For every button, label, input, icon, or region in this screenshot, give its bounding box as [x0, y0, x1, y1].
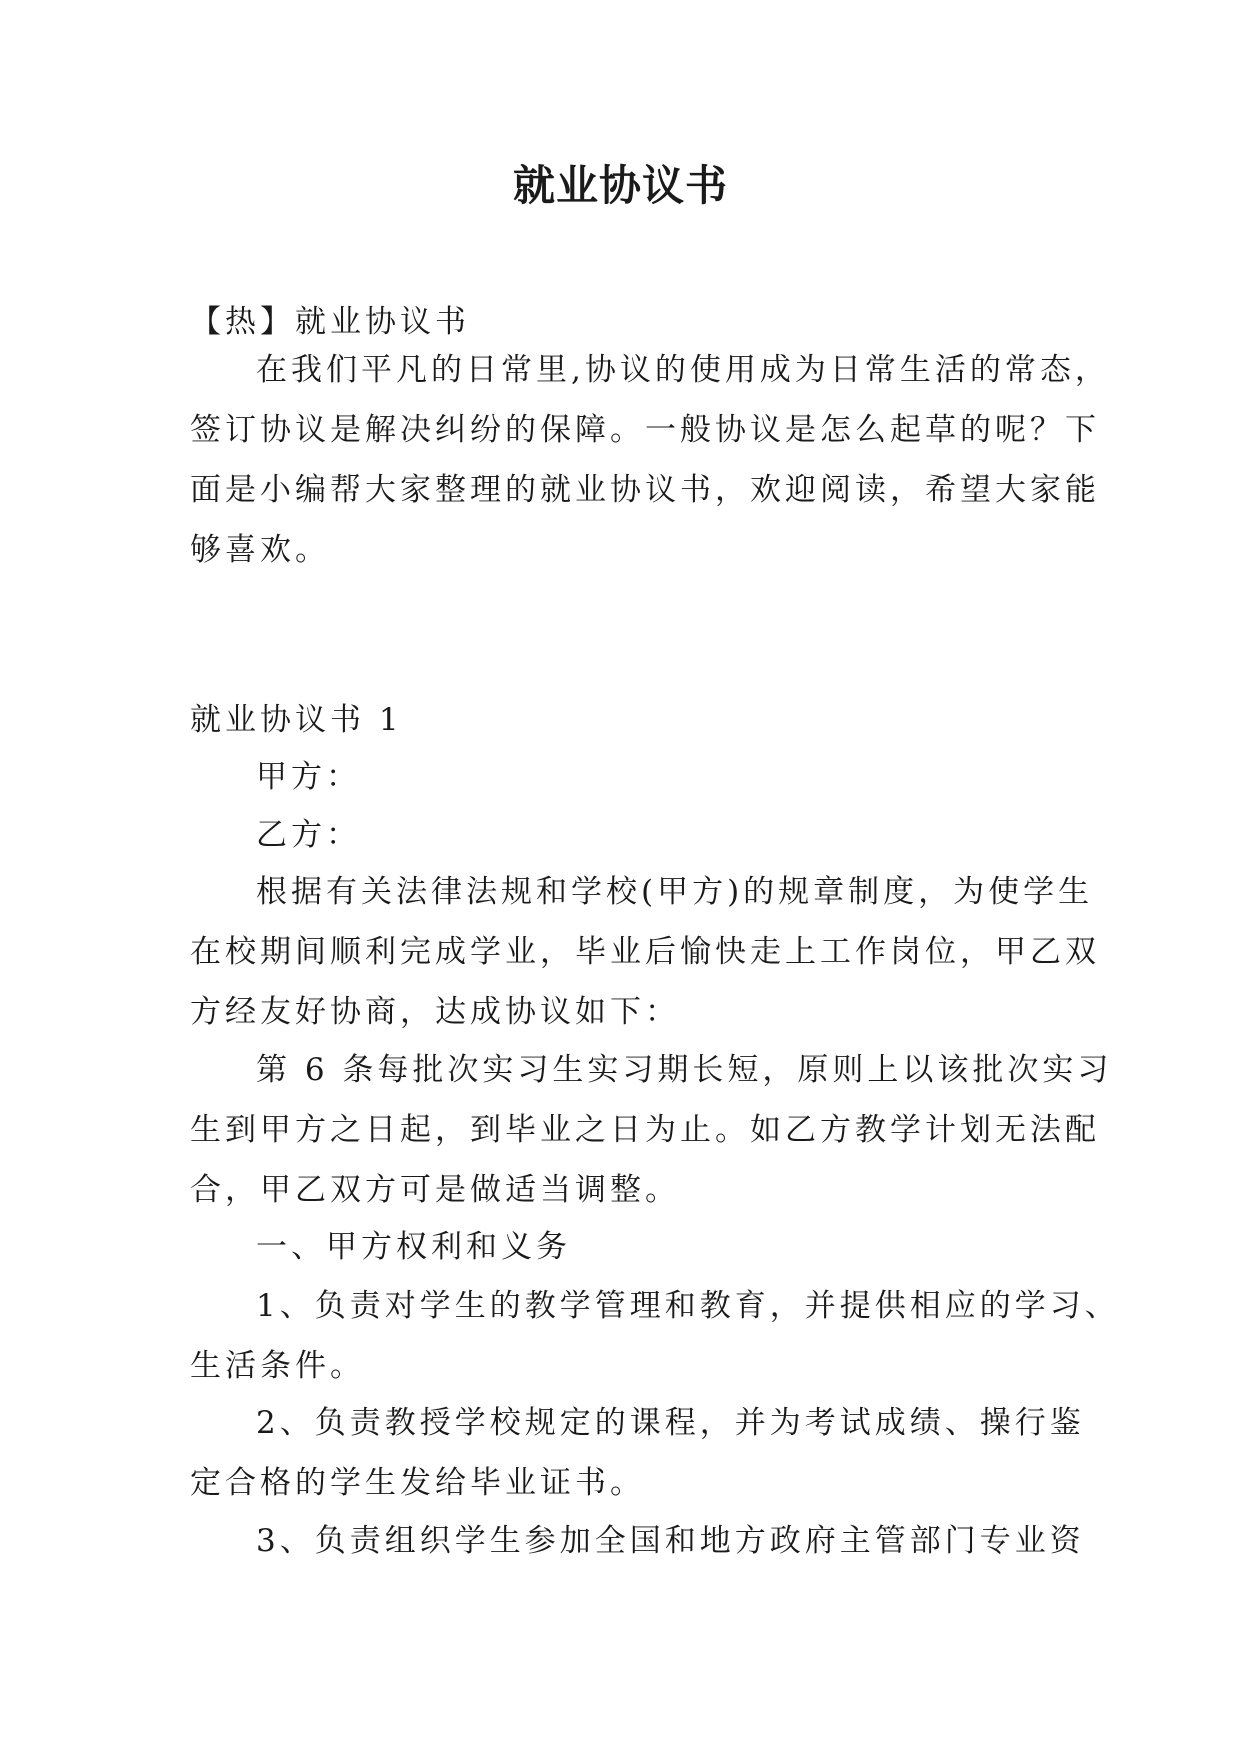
- intro-line: 签订协议是解决纠纷的保障。一般协议是怎么起草的呢？下: [190, 412, 1100, 448]
- party-a-label: 甲方：: [256, 759, 361, 795]
- intro-line: 在我们平凡的日常里,协议的使用成为日常生活的常态，: [256, 352, 1110, 388]
- document-title: 就业协议书: [512, 161, 728, 210]
- party-b-field: [190, 805, 1070, 865]
- party-a-field: [190, 747, 1070, 807]
- part-1-heading: [190, 1217, 1070, 1277]
- item-2-paragraph: [190, 1393, 1085, 1513]
- item-2-line: 2、负责教授学校规定的课程，并为考试成绩、操行鉴: [256, 1405, 1085, 1441]
- intro-paragraph: [190, 340, 1110, 580]
- preamble-line: 根据有关法律法规和学校(甲方)的规章制度，为使学生: [256, 874, 1094, 910]
- article-6-line: 第 6 条每批次实习生实习期长短，原则上以该批次实习: [256, 1052, 1113, 1088]
- intro-line: 面是小编帮大家整理的就业协议书，欢迎阅读，希望大家能: [190, 472, 1100, 508]
- item-2-line: 定合格的学生发给毕业证书。: [190, 1465, 645, 1501]
- article-6-paragraph: [190, 1040, 1113, 1220]
- preamble-line: 在校期间顺利完成学业，毕业后愉快走上工作岗位，甲乙双: [190, 934, 1100, 970]
- preamble-paragraph: [190, 862, 1100, 1042]
- party-b-label: 乙方：: [256, 817, 361, 853]
- item-1-line: 生活条件。: [190, 1348, 365, 1384]
- preamble-line: 方经友好协商，达成协议如下：: [190, 994, 680, 1030]
- item-3-paragraph: [190, 1511, 1085, 1571]
- article-6-line: 合，甲乙双方可是做适当调整。: [190, 1172, 680, 1208]
- item-1-paragraph: [190, 1276, 1120, 1396]
- section-heading-line: 就业协议书 1: [190, 702, 403, 738]
- article-6-line: 生到甲方之日起，到毕业之日为止。如乙方教学计划无法配: [190, 1112, 1100, 1148]
- section-heading: [190, 690, 1070, 750]
- part-1-heading-line: 一、甲方权利和义务: [256, 1229, 571, 1265]
- item-1-line: 1、负责对学生的教学管理和教育，并提供相应的学习、: [256, 1288, 1120, 1324]
- item-3-line: 3、负责组织学生参加全国和地方政府主管部门专业资: [256, 1523, 1085, 1559]
- intro-line: 够喜欢。: [190, 532, 330, 568]
- subtitle-line: 【热】就业协议书: [190, 304, 470, 340]
